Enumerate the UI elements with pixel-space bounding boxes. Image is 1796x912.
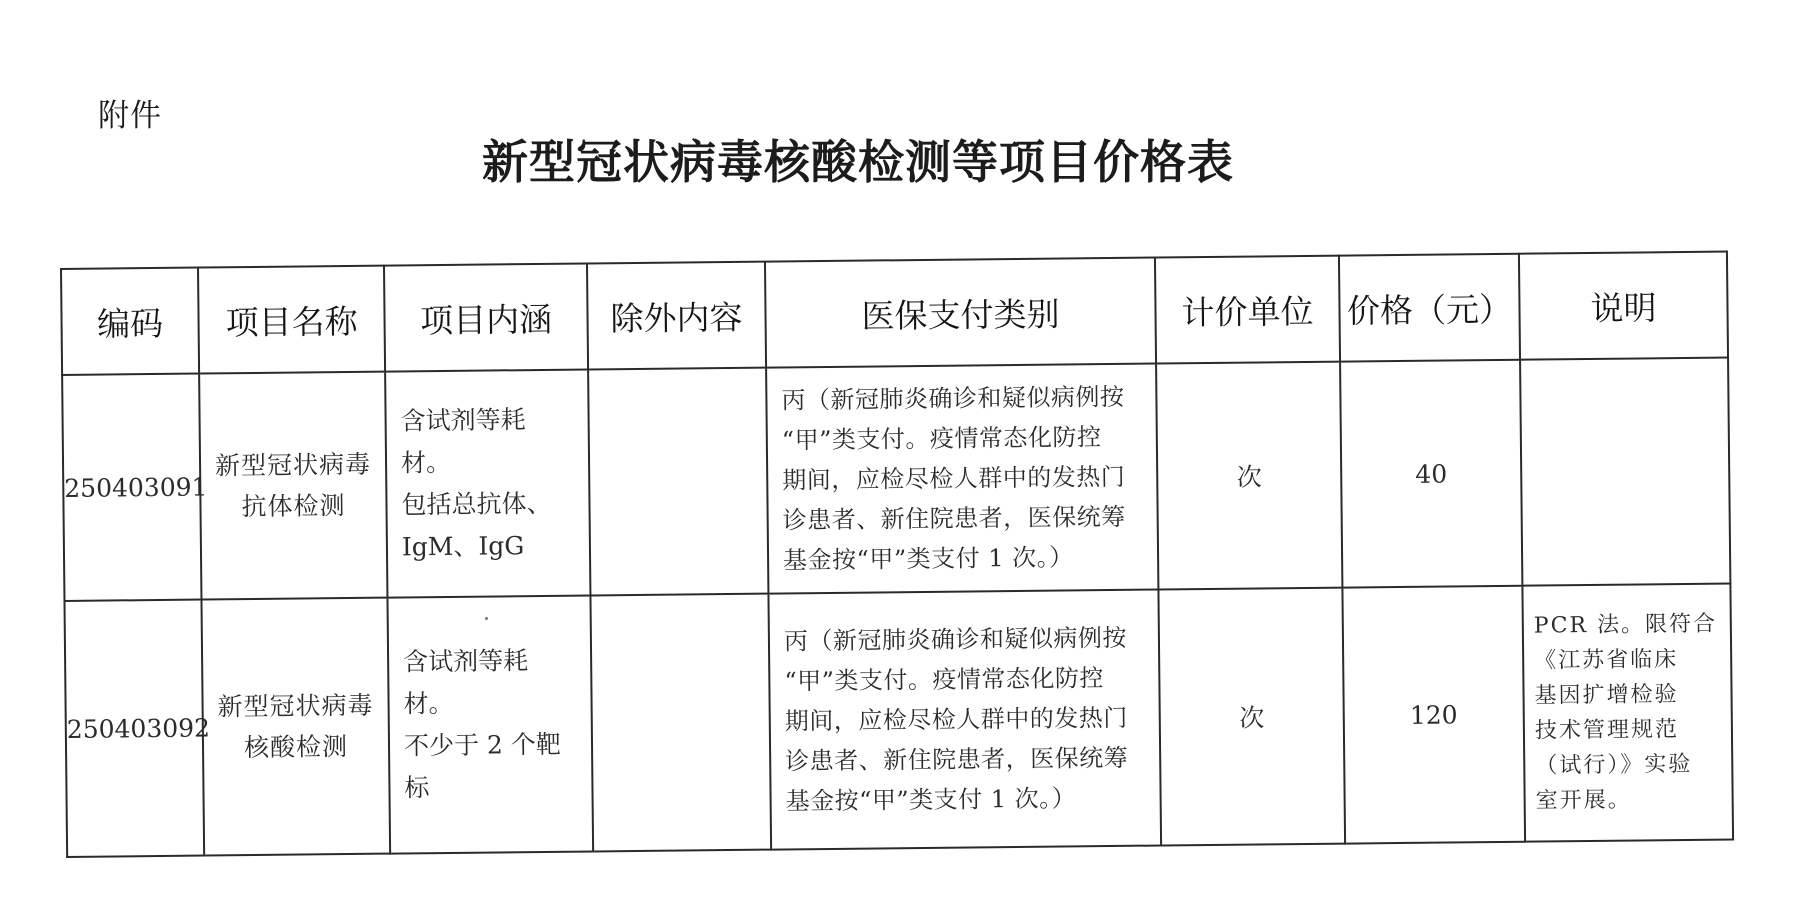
- price-table: [60, 251, 1734, 858]
- note-line: PCR 法。限符合: [1533, 611, 1718, 639]
- content-line: IgM、IgG: [401, 531, 525, 562]
- header-unit: 计价单位: [1155, 256, 1340, 364]
- cell-excluded: [588, 368, 768, 596]
- cell-code: 250403091: [62, 374, 201, 601]
- category-line: “甲”类支付。疫情常态化防控: [781, 423, 1102, 455]
- category-line: 诊患者、新住院患者，医保统筹: [782, 502, 1126, 535]
- category-line: “甲”类支付。疫情常态化防控: [784, 664, 1105, 696]
- cell-item-content: [387, 595, 593, 853]
- note-line: 基因扩增检验: [1534, 682, 1679, 709]
- header-excluded: 除外内容: [587, 262, 766, 370]
- item-name-line: 核酸检测: [243, 732, 349, 763]
- category-line: 基金按“甲”类支付 1 次。）: [782, 543, 1074, 575]
- cell-item-name: [201, 598, 390, 856]
- note-line: 室开展。: [1535, 787, 1632, 814]
- item-name-line: 新型冠状病毒: [214, 449, 372, 481]
- category-line: 期间，应检尽检人群中的发热门: [782, 462, 1126, 495]
- cell-insurance-category: [766, 364, 1158, 594]
- table-row: [64, 584, 1733, 857]
- cell-item-content: [385, 369, 590, 597]
- category-line: 基金按“甲”类支付 1 次。）: [785, 784, 1077, 816]
- table-header-row: [61, 252, 1728, 375]
- cell-note: [1520, 358, 1730, 586]
- note-line: 技术管理规范: [1534, 717, 1680, 744]
- note-line: 《江苏省临床: [1534, 647, 1679, 674]
- cell-unit: 次: [1158, 588, 1345, 846]
- category-line: 诊患者、新住院患者，医保统筹: [785, 743, 1129, 776]
- cell-price: 120: [1342, 586, 1525, 844]
- category-line: 期间，应检尽检人群中的发热门: [784, 703, 1128, 736]
- item-name-line: 新型冠状病毒: [217, 690, 374, 722]
- scan-speck: [485, 617, 488, 620]
- cell-note: [1522, 584, 1733, 842]
- cell-excluded: [590, 594, 771, 852]
- category-line: 丙（新冠肺炎确诊和疑似病例按: [781, 382, 1125, 415]
- header-code: 编码: [61, 268, 199, 375]
- cell-insurance-category: [768, 590, 1161, 850]
- content-line: 不少于 2 个靶标: [403, 729, 561, 803]
- note-line: （试行）》实验: [1535, 751, 1693, 779]
- document-title: 新型冠状病毒核酸检测等项目价格表: [482, 135, 1234, 189]
- item-name-line: 抗体检测: [241, 491, 346, 522]
- cell-code: 250403092: [64, 600, 204, 857]
- cell-item-name: [199, 372, 387, 600]
- attachment-label: 附件: [98, 98, 162, 134]
- header-note: 说明: [1519, 252, 1728, 360]
- content-line: 含试剂等耗材。: [402, 646, 529, 719]
- header-price: 价格（元）: [1339, 254, 1520, 362]
- content-line: 含试剂等耗材。: [400, 405, 526, 478]
- header-item-name: 项目名称: [198, 266, 385, 374]
- header-insurance-category: 医保支付类别: [765, 258, 1156, 368]
- category-line: 丙（新冠肺炎确诊和疑似病例按: [783, 623, 1128, 656]
- cell-unit: 次: [1156, 362, 1342, 590]
- header-item-content: 项目内涵: [384, 263, 588, 371]
- content-line: 包括总抗体、: [401, 488, 552, 520]
- cell-price: 40: [1340, 360, 1522, 588]
- table-row: [62, 358, 1730, 601]
